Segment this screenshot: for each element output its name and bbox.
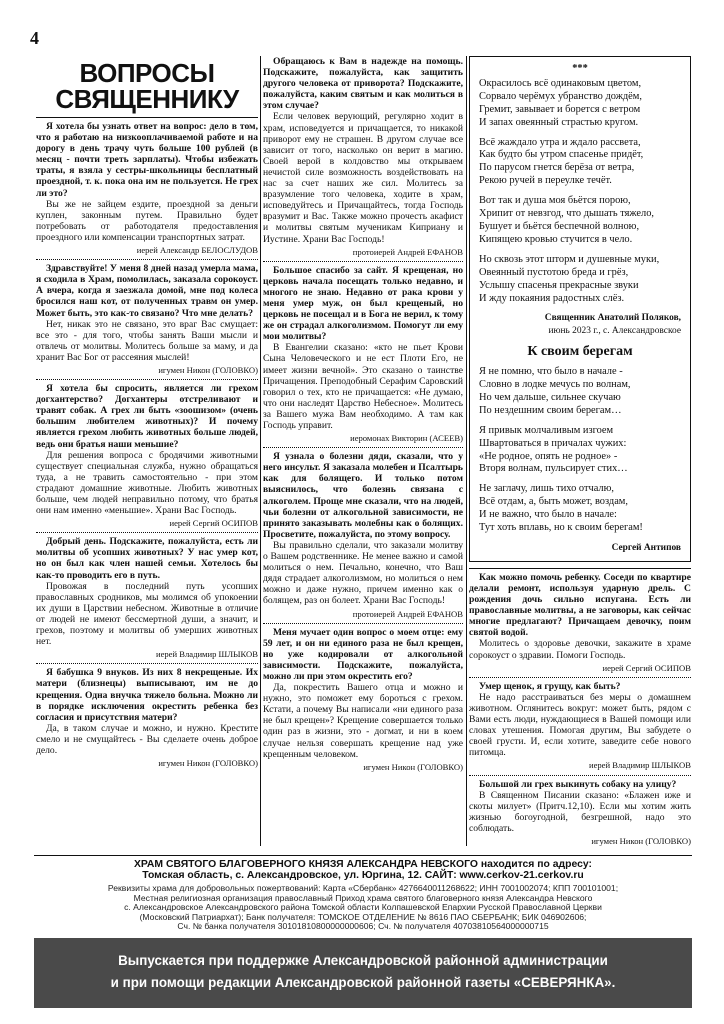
temple-address bbox=[34, 855, 692, 881]
signature-name: Никон (ГОЛОВКО) bbox=[619, 835, 691, 846]
qa-item bbox=[36, 536, 258, 660]
answer: Да, в таком случае и можно, и нужно. Крестите смело и не смущайтесь - Вы сделаете очень доброе дело. bbox=[36, 722, 258, 756]
divider bbox=[469, 568, 691, 569]
poem-line: «Не родное, опять не родное» - bbox=[479, 450, 618, 462]
address-line: Томская область, с. Александровское, ул. Юргина, 12. САЙТ: www.cerkov-21.cerkov.ru bbox=[142, 870, 584, 881]
bank-requisites bbox=[34, 884, 692, 932]
divider bbox=[263, 623, 463, 624]
poem-stanza bbox=[479, 78, 681, 130]
poem-line: Словно в лодке мечусь по волнам, bbox=[479, 379, 631, 391]
signature bbox=[469, 836, 691, 847]
signature-title: игумен bbox=[591, 835, 618, 846]
poem-line: Рекою ручей в переулке течёт. bbox=[479, 175, 612, 187]
footer bbox=[34, 855, 692, 932]
answer: Молитесь о здоровье девочки, закажите в храме сорокоуст о здравии. Помоги Господь. bbox=[469, 638, 691, 661]
poem-line: И не важно, что было в начале: bbox=[479, 509, 617, 521]
poem-line: Бушует и бьётся беспечной волною, bbox=[479, 220, 640, 232]
question: Меня мучает один вопрос о моем отце: ему 59 лет, и он ни единого раза не был крещен, но уже кодировали от алкогольной зависимости. Подскажите, пожалуйста, можно ли при этом окрестить его? bbox=[263, 626, 463, 682]
question: Я узнала о болезни дяди, сказали, что у него инсульт. Я заказала молебен и Псалтырь как для болящего. И только потом выяснилось, что болезнь связана с алкоголем. Проще мне сказали, что на людей, чьи болезни от алкогольной зависимости, не принято заказывать молебны как о болящих. Просветите, пожалуйста, по этому вопросу. bbox=[263, 451, 463, 540]
poem-line: Всё жаждало утра и ждало рассвета, bbox=[479, 136, 641, 148]
column-divider bbox=[260, 56, 261, 846]
divider bbox=[36, 532, 258, 533]
poem-author: Сергей Антипов bbox=[611, 543, 681, 553]
column-divider bbox=[466, 56, 467, 846]
signature bbox=[469, 663, 691, 674]
poem-line: Вторя волнам, пульсирует стих… bbox=[479, 463, 628, 475]
answer: Вы правильно сделали, что заказали молитву о Вашем родственнике. Не менее важно и самой молиться о нем. Печально, конечно, что Ваш дядя страдает алкоголизмом, но молиться о нем можно и даже нужно, причем именно как о болящем, раз он болеет. Храни Вас Господь! bbox=[263, 539, 463, 607]
signature-name: Сергий ОСИПОВ bbox=[192, 518, 258, 529]
poem-line: Но чем дальше, сильнее скучаю bbox=[479, 391, 621, 403]
poem-line: Но сквозь этот шторм и душевные муки, bbox=[479, 253, 660, 265]
signature-title: протоиерей bbox=[352, 246, 395, 257]
qa-item bbox=[469, 779, 691, 848]
poem-date: июнь 2023 г., с. Александровское bbox=[548, 326, 681, 337]
poem-title: К своим берегам bbox=[527, 344, 633, 360]
divider bbox=[469, 775, 691, 776]
signature bbox=[263, 433, 463, 444]
signature bbox=[36, 245, 258, 256]
question: Я хотела бы узнать ответ на вопрос: дело в том, что я работаю на низкооплачиваемой работе и на дорогу в день трачу чуть больше 100 рублей (в месяц - почти треть зарплаты). Чтобы избежать траты, я взяла у сестры-школьницы бесплатный проездной, т. к. пока она им не пользуется. Не грех ли это? bbox=[36, 121, 258, 199]
qa-item bbox=[263, 56, 463, 258]
question: Обращаюсь к Вам в надежде на помощь. Подскажите, пожалуйста, как защитить другого человека от приворота? Подскажите, пожалуйста, каким святым и как молиться в этом случае? bbox=[263, 56, 463, 112]
poem-line: Я привык молчаливым изгоем bbox=[479, 424, 614, 436]
poem-line: Я не помню, что было в начале - bbox=[479, 366, 623, 378]
answer: Если человек верующий, регулярно ходит в храм, исповедуется и причащается, то никакой приворот ему не страшен. В другом случае все зависит от того, насколько он верит в магию. Своей верой в колдовство мы открываем нечистой силе возможность воздействовать на нас за счет наших же сил. Молитесь за вразумление того человека, ходите в храм, исповедуйтесь и Причащайтесь, тогда Господь вразумит и Вас. Также можно прочесть акафист и молитвы святым мученикам Киприану и Иустине. Храни Вас Господь! bbox=[263, 111, 463, 245]
qa-item bbox=[36, 383, 258, 529]
signature-name: Никон (ГОЛОВКО) bbox=[186, 364, 258, 375]
qa-item bbox=[263, 265, 463, 445]
divider bbox=[263, 447, 463, 448]
poem-author: Священник Анатолий Поляков, bbox=[544, 313, 681, 324]
poem-stanza bbox=[479, 483, 681, 535]
qa-item bbox=[36, 121, 258, 256]
signature bbox=[263, 247, 463, 258]
column-2 bbox=[263, 56, 463, 776]
signature-name: Викторин (АСЕЕВ) bbox=[391, 433, 463, 444]
signature-name: Александр БЕЛОСЛУДОВ bbox=[160, 245, 258, 256]
qa-item bbox=[469, 572, 691, 674]
requisites-line: Реквизиты храма для добровольных пожертвований: Карта «Сбербанк» 4276640011268622; ИНН 7001002074; КПП 700101001; bbox=[107, 883, 619, 893]
divider bbox=[36, 379, 258, 380]
poem-line: И жду покаяния радостных слёз. bbox=[479, 292, 625, 304]
signature bbox=[36, 518, 258, 529]
signature bbox=[36, 758, 258, 769]
signature-title: иерей bbox=[588, 760, 611, 771]
poem-line: Сорвало черёмух убранство дождём, bbox=[479, 90, 642, 102]
signature-name: Сергий ОСИПОВ bbox=[625, 662, 691, 673]
support-banner bbox=[34, 938, 692, 1008]
poem-line: Как будто бы утром спасенье придёт, bbox=[479, 149, 644, 161]
answer: Провожая в последний путь усопших православных сродников, мы молимся об упокоении их души в Царствии небесном. Животные в отличие от людей не имеют бессмертной души, а значит, и грехов, поэтому и молитвы об умерших животных нет. bbox=[36, 580, 258, 648]
poem-line: Окрасилось всё одинаковым цветом, bbox=[479, 77, 642, 89]
requisites-line: Местная религиозная организация православный Приход храма святого благоверного князя Александра Невского bbox=[133, 892, 593, 903]
signature bbox=[263, 609, 463, 620]
question: Как можно помочь ребенку. Соседи по квартире делали ремонт, используя ударную дрель. С рождения дочь сильно испугана. Есть ли православные молитвы, а не заговоры, как сейчас многие предлагают? Причащаем девочку, поим святой водой. bbox=[469, 571, 691, 639]
signature-title: игумен bbox=[363, 761, 390, 772]
question: Я бабушка 9 внуков. Из них 8 некрещеные. Их матери (близнецы) выписывают, им не до крещения. Одна внучка тяжело больна. Можно ли в порядке исключения окрестить ребенка без согласия и присутствия матери? bbox=[36, 667, 258, 723]
qa-item bbox=[263, 451, 463, 619]
signature-name: Никон (ГОЛОВКО) bbox=[391, 761, 463, 772]
signature-name: Андрей ЕФАНОВ bbox=[397, 608, 463, 619]
answer: Да, покрестить Вашего отца и можно и нужно, это поможет ему бороться с грехом. Кстати, а почему Вы написали «ни единого раза не был крещен»? Крещение совершается только один раз в жизни, это - догмат, и ни в коем случае нельзя совершать крещение над уже крещенным человеком. bbox=[263, 682, 463, 760]
question: Умер щенок, я грущу, как быть? bbox=[479, 680, 621, 692]
signature-title: иерей bbox=[169, 518, 191, 529]
signature-title: протоиерей bbox=[352, 608, 395, 619]
poem-line: Кипящею кровью стучится в чело. bbox=[479, 233, 633, 245]
page-number: 4 bbox=[30, 28, 39, 48]
signature-title: игумен bbox=[158, 364, 185, 375]
poem-line: Всё отдам, а, быть может, воздам, bbox=[479, 496, 628, 508]
answer: В Евангелии сказано: «кто не пьет Крови Сына Человеческого и не ест Плоти Его, не имеет жизни вечной». Это сказано о таинстве Причащения. Преподобный Серафим Саровский говорил о тех, кто не причащается: «Не думаю, что они наследят Царство Небесное». Молитесь за Вашего мужа Вам необходимо. А там как Господь управит. bbox=[263, 342, 463, 431]
poem-line: И запах овеянный страстью кругом. bbox=[479, 116, 639, 128]
poem-line: По нездешним своим берегам… bbox=[479, 404, 622, 416]
banner-line: Выпускается при поддержке Александровской районной администрации bbox=[118, 953, 608, 968]
banner-line: и при помощи редакции Александровской районной газеты «СЕВЕРЯНКА». bbox=[110, 975, 616, 990]
poem-line: Вот так и душа моя бьётся порою, bbox=[479, 195, 631, 207]
signature bbox=[36, 365, 258, 376]
signature-title: иеромонах bbox=[350, 433, 390, 444]
signature-name: Владимир ШЛЫКОВ bbox=[179, 649, 258, 660]
divider bbox=[36, 117, 258, 118]
poem-stanza bbox=[479, 425, 681, 477]
signature-name: Андрей ЕФАНОВ bbox=[397, 246, 463, 257]
poem-line: Тут хоть вплавь, но к своим берегам! bbox=[479, 522, 643, 534]
qa-item bbox=[263, 627, 463, 773]
poem-stanza bbox=[479, 254, 681, 306]
poems-box bbox=[469, 56, 691, 562]
poem-line: По парусом гнется берёза от ветра, bbox=[479, 162, 635, 174]
qa-item bbox=[469, 681, 691, 772]
requisites-line: (Московский Патриархат); Банк получателя: ТОМСКОЕ ОТДЕЛЕНИЕ № 8616 ПАО СБЕРБАНК; БИК 046902606; bbox=[139, 911, 587, 922]
poem-line: Хрипит от невзгод, что дышать тяжело, bbox=[479, 208, 655, 220]
signature bbox=[36, 649, 258, 660]
question: Добрый день. Подскажите, пожалуйста, есть ли молитвы об усопших животных? У нас умер кот, но он был как член нашей семьи. Хотелось бы как-то проводить его в путь. bbox=[36, 536, 258, 581]
divider bbox=[263, 261, 463, 262]
question: Большой ли грех выкинуть собаку на улицу? bbox=[479, 778, 677, 790]
answer: В Священном Писании сказано: «Блажен иже и скоты милует» (Притч.12,10). Если мы хотим жить жизнью богоугодной, безгрешной, надо это соблюдать. bbox=[469, 789, 691, 834]
question: Здравствуйте! У меня 8 дней назад умерла мама, я сходила в Храм, помолилась, заказала сорокоуст. А вчера, когда я заезжала домой, мне под колеса бросился наш кот, от полученных травм он умер. Может быть, это как-то связано? Что мне делать? bbox=[36, 263, 258, 319]
signature bbox=[469, 760, 691, 771]
signature-name: Владимир ШЛЫКОВ bbox=[612, 760, 691, 771]
poem-stars: *** bbox=[572, 63, 588, 74]
requisites-line: с. Александровское Александровского района Томской области Колпашевской Епархии Русской Православной Церкви bbox=[124, 902, 602, 913]
signature-name: Никон (ГОЛОВКО) bbox=[186, 758, 258, 769]
answer: Не надо расстраиваться без меры о домашнем животном. Оглянитесь вокруг: может быть, рядом с Вами есть люди, нуждающиеся в Вашей помощи или словах утешения. Помогая другим, Вы забудете о своей грусти. И, если хотите, заведите себе нового питомца. bbox=[469, 691, 691, 759]
signature-title: иерей bbox=[155, 649, 178, 660]
section-heading: ВОПРОСЫ СВЯЩЕННИКУ bbox=[55, 58, 239, 114]
signature-title: иерей bbox=[602, 662, 624, 673]
answer: Нет, никак это не связано, это враг Вас смущает: все это - для того, чтобы занять Ваши мысли и отвлечь от молитвы. Молитесь больше за маму, и да хранит Вас Бог от рассеяния мыслей! bbox=[36, 318, 258, 363]
poem-line: Гремит, завывает и борется с ветром bbox=[479, 103, 641, 115]
column-1 bbox=[36, 56, 258, 772]
signature-title: игумен bbox=[158, 758, 185, 769]
qa-item bbox=[36, 667, 258, 769]
poem-line: Не заглачу, лишь тихо отчалю, bbox=[479, 483, 614, 495]
signature bbox=[263, 762, 463, 773]
divider bbox=[36, 663, 258, 664]
address-line: ХРАМ СВЯТОГО БЛАГОВЕРНОГО КНЯЗЯ АЛЕКСАНДРА НЕВСКОГО находится по адресу: bbox=[133, 859, 593, 870]
requisites-line: Сч. № банка получателя 30101810800000000606; Сч. № получателя 40703810564000000715 bbox=[177, 921, 549, 932]
qa-item bbox=[36, 263, 258, 376]
poem-line: Овеянный пустотою бреда и грёз, bbox=[479, 266, 629, 278]
question: Я хотела бы спросить, является ли грехом догхантерство? Догхантеры отстреливают и травят собак. А грех ли быть «зоошизом» (очень большим любителем животных)? И почему является грехом любить животных больше людей, ведь они братья наши меньшие? bbox=[36, 383, 258, 450]
poem-stanza bbox=[479, 195, 681, 247]
answer: Вы же не зайцем ездите, проездной за деньги куплен, законным путем. Правильно будет потребовать от работодателя предоставления проездного или компенсации транспортных затрат. bbox=[36, 198, 258, 243]
column-3 bbox=[469, 56, 691, 850]
divider bbox=[36, 259, 258, 260]
poem-line: Услышу спасенья прекрасные звуки bbox=[479, 279, 639, 291]
answer: Для решения вопроса с бродячими животными существует специальная служба, нужно обращаться туда, а не травить самостоятельно - при этом страдают домашние животные. Любить животных больше, чем людей неправильно потому, что братья они нам именно «меньшие». Храни Вас Господь. bbox=[36, 449, 258, 517]
question: Большое спасибо за сайт. Я крещеная, но церковь начала посещать только недавно, и многого не знаю. Недавно от рака крови у меня умер муж, он был крещеный, но церковь не посещал и в Бога не верил, к тому же он страдал алкоголизмом. Помогут ли ему мои молитвы? bbox=[263, 264, 463, 343]
poem-stanza bbox=[479, 137, 681, 189]
signature-title: иерей bbox=[136, 245, 158, 256]
divider bbox=[469, 677, 691, 678]
poem-stanza bbox=[479, 366, 681, 418]
poem-line: Швартоваться в причалах чужих: bbox=[479, 437, 627, 449]
